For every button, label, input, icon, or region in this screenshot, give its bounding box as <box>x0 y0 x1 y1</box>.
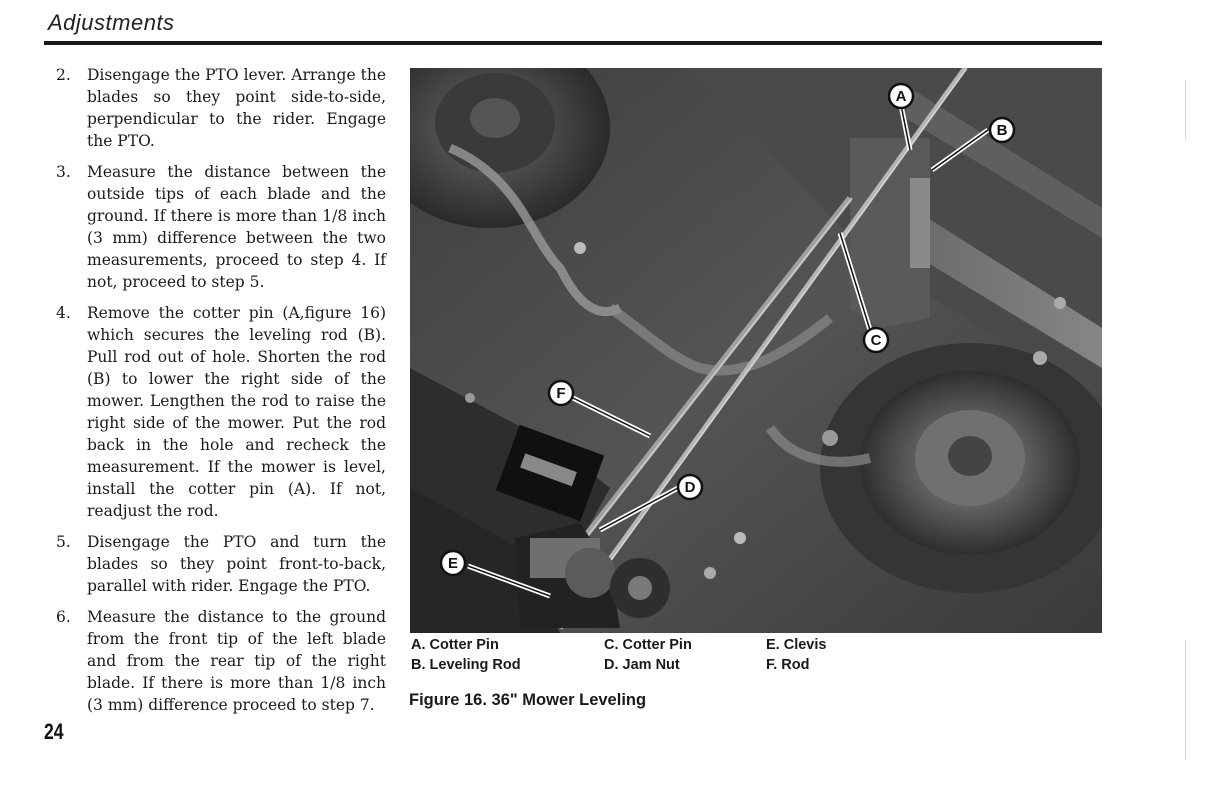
step-item <box>56 302 386 522</box>
step-item <box>56 606 386 716</box>
step-item <box>56 161 386 293</box>
legend-item-d: D. Jam Nut <box>604 657 680 673</box>
legend-item-a: A. Cotter Pin <box>411 637 499 653</box>
step-number: 6. <box>56 608 71 626</box>
step-text: Measure the distance to the ground from the front tip of the left blade and from the rear tip of the right blade. If there is more than 1/8 inch (3 mm) difference proceed to step 7. <box>87 608 386 714</box>
step-number: 2. <box>56 66 71 84</box>
step-text: Disengage the PTO lever. Arrange the blades so they point side-to-side, perpendicular to the rider. Engage the PTO. <box>87 66 386 150</box>
step-text: Remove the cotter pin (A,figure 16) which secures the leveling rod (B). Pull rod out of hole. Shorten the rod (B) to lower the right side of the mower. Lengthen the rod to raise the right side of the mower. Put the rod back in the hole and recheck the measurement. If the mower is level, install the cotter pin (A). If not, readjust the rod. <box>87 304 386 520</box>
page-edge-mark <box>1185 80 1186 140</box>
callout-d: D <box>684 479 696 496</box>
step-item <box>56 531 386 597</box>
step-number: 3. <box>56 163 71 181</box>
header-rule <box>44 41 1102 45</box>
callout-a: A <box>895 88 907 105</box>
legend-item-f: F. Rod <box>766 657 810 673</box>
page-edge-mark <box>1185 640 1186 760</box>
figure-legend <box>410 637 1010 681</box>
callout-b: B <box>996 122 1008 139</box>
mower-deck-photo <box>410 68 1102 633</box>
callout-e: E <box>447 555 459 572</box>
callout-f: F <box>556 385 566 402</box>
step-list <box>56 64 386 725</box>
step-text: Disengage the PTO and turn the blades so they point front-to-back, parallel with rider. Engage the PTO. <box>87 533 386 595</box>
step-number: 5. <box>56 533 71 551</box>
step-item <box>56 64 386 152</box>
callout-c: C <box>870 332 882 349</box>
mower-deck-illustration <box>410 68 1102 633</box>
section-title: Adjustments <box>48 10 175 35</box>
step-number: 4. <box>56 304 71 322</box>
legend-item-c: C. Cotter Pin <box>604 637 692 653</box>
page-number: 24 <box>44 719 64 744</box>
step-text: Measure the distance between the outside tips of each blade and the ground. If there is more than 1/8 inch (3 mm) difference between the two measurements, proceed to step 4. If not, proceed to step 5. <box>87 163 386 291</box>
legend-item-b: B. Leveling Rod <box>411 657 521 673</box>
legend-item-e: E. Clevis <box>766 637 827 653</box>
figure-caption: Figure 16. 36" Mower Leveling <box>409 691 647 709</box>
